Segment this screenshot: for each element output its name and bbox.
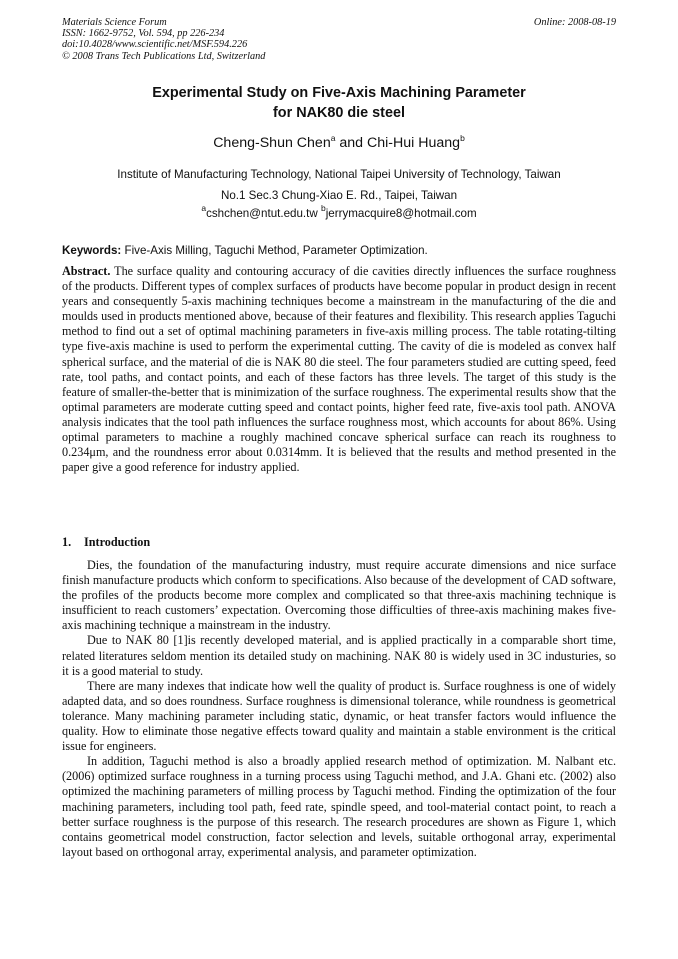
- abstract-text: The surface quality and contouring accuracy of die cavities directly influences the surface roughness of the products. Different types of complex surfaces of products have become popular in product design in recent years and consequently 5-axis machining techniques become a mainstream in the manufacturing of the die and moulds used in products mentioned above, because of their features and flexibility. This research applies Taguchi method to find out a set of optimal machining parameters in five-axis milling process. The table rotating-tilting type five-axis machine is used to perform the experimental cutting. The cavity of die is modeled as convex half spherical surface, and the material of die is NAK 80 die steel. The four parameters studied are cutting speed, feed rate, tool paths, and contact points, and each of these factors has three levels. The target of this study is the feature of smaller-the-better that is minimization of the surface roughness. The experimental results show that the optimal parameters are moderate cutting speed and contact points, higher feed rate, five-axis tool path. ANOVA analysis indicates that the tool path influences the surface roughness most, which accounts for about 86%. Using optimal parameters to machine a roughly machined concave spherical surface can reach its roughness to 0.234μm, and the roundness error about 0.0314mm. It is believed that the results and method presented in the paper give a good reference for industry applied.: [62, 264, 616, 475]
- keywords-label: Keywords:: [62, 244, 122, 257]
- section-number: 1.: [62, 535, 72, 549]
- online-date: Online: 2008-08-19: [533, 17, 616, 28]
- affiliation-line-2: No.1 Sec.3 Chung-Xiao E. Rd., Taipei, Taiwan: [220, 188, 458, 202]
- title-line-2: for NAK80 die steel: [273, 105, 405, 121]
- paragraph: There are many indexes that indicate how well the quality of product is. Surface roughness is one of widely adapted data, and so does roundness. Surface roughness is dimensional tolerance, while roundness is geometrical tolerance. Many machining parameter including static, dynamic, or heat transfer factors would influence the quality. How to eliminate those negative effects toward quality and maintain a stable environment is the critical issue for engineers.: [62, 678, 616, 754]
- journal-header: [62, 17, 616, 62]
- abstract: [62, 264, 616, 475]
- copyright: © 2008 Trans Tech Publications Ltd, Switzerland: [62, 50, 266, 62]
- email-b-mark: b: [320, 203, 326, 213]
- doi[interactable]: doi:10.4028/www.scientific.net/MSF.594.226: [62, 39, 248, 51]
- section-title: Introduction: [84, 535, 151, 549]
- author-2-mark: b: [460, 133, 465, 143]
- introduction-body: [62, 558, 616, 860]
- author-emails: [62, 205, 616, 223]
- email-a-mark: a: [201, 203, 207, 213]
- paragraph: Dies, the foundation of the manufacturing industry, must require accurate dimensions and nice surface finish manufacture products which conform to specifications. Also because of the development of CAD software, the profiles of the products become more complex and complicated so that three-axis machining technique is insufficient to reach customers’ expectation. Overcoming those difficulties of three-axis machining makes five-axis machining technique a mainstream in the industry.: [62, 558, 616, 633]
- paragraph: In addition, Taguchi method is also a broadly applied research method of optimization. M. Nalbant etc.(2006) optimized surface roughness in a turning process using Taguchi method, and J.A. Ghani etc. (2002) also optimized the machining parameters of milling process by Taguchi method. Finding the optimization of the four machining parameters, including tool path, feed rate, spindle speed, and tool-material contact point, to reach a better surface roughness is the purpose of this research. The research procedures are shown as Figure 1, which contains geometrical model construction, factor selection and levels, suitable orthogonal array, experimental layout based on orthogonal array, experimental analysis, and parameter optimization.: [62, 754, 616, 859]
- author-list: [62, 134, 616, 152]
- keywords: [62, 243, 616, 259]
- author-1: Cheng-Shun Chen: [213, 135, 331, 151]
- email-a[interactable]: cshchen@ntut.edu.tw: [206, 207, 321, 220]
- abstract-label: Abstract.: [62, 264, 111, 278]
- keywords-text: Five-Axis Milling, Taguchi Method, Parameter Optimization.: [121, 244, 428, 257]
- author-joiner: and: [335, 135, 368, 151]
- affiliation-line-1: Institute of Manufacturing Technology, National Taipei University of Technology, Taiwan: [117, 168, 561, 181]
- author-2: Chi-Hui Huang: [367, 135, 461, 151]
- paper-title: [62, 83, 616, 123]
- title-line-1: Experimental Study on Five-Axis Machining Parameter: [152, 85, 526, 101]
- journal-name: Materials Science Forum: [62, 17, 167, 28]
- paragraph: Due to NAK 80 [1]is recently developed material, and is applied practically in a comparable short time, related literatures seldom mention its detailed study on machining. NAK 80 is widely used in 3C industuries, so it is a good material to study.: [62, 633, 616, 678]
- issn: ISSN: 1662-9752, Vol. 594, pp 226-234: [62, 28, 225, 40]
- author-1-mark: a: [330, 133, 336, 143]
- section-heading: [62, 535, 150, 550]
- affiliation: [62, 165, 616, 206]
- email-b[interactable]: jerrymacquire8@hotmail.com: [325, 207, 477, 220]
